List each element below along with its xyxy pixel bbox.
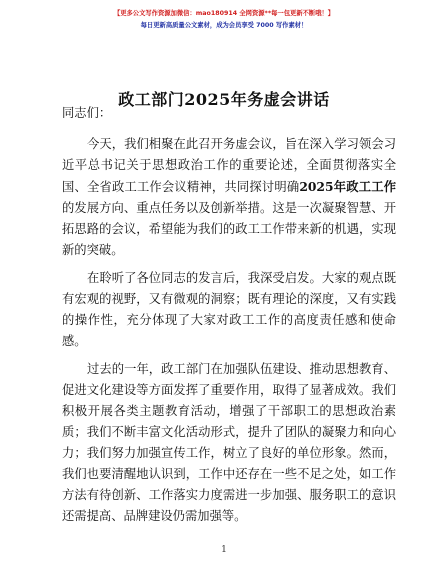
paragraph-1-text-b: 的发展方向、重点任务以及创新举措。这是一次凝聚智慧、开拓思路的会议，希望能为我们的政工工作带来新的机遇，实现新的突破。 (62, 201, 396, 257)
banner-line-2: 每日更新高质量公文素材，成为会员享受 7000 写作素材！ (140, 22, 308, 29)
page-number: 1 (221, 545, 227, 555)
paragraph-1 (62, 134, 396, 261)
paragraph-3: 过去的一年，政工部门在加强队伍建设、推动思想教育、促进文化建设等方面发挥了重要作用，取得了显著成效。我们积极开展各类主题教育活动，增强了干部职工的思想政治素质；我们不断丰富文化活动形式，提升了团队的凝聚力和向心力；我们努力加强宣传工作，树立了良好的单位形象。然而，我们也要清醒地认识到，工作中还存在一些不足之处，如工作方法有待创新、工作落实力度需进一步加强、服务职工的意识还需提高、品牌建设仍需加强等。 (62, 362, 396, 523)
greeting: 同志们： (62, 106, 112, 120)
paragraph-1-text-a: 今天，我们相聚在此召开务虚会议，旨在深入学习领会习近平总书记关于思想政治工作的重要论述，全面贯彻落实全国、全省政工工作会议精神，共同探讨明确 (62, 137, 396, 194)
header-banner (0, 8, 448, 32)
document-title: 政工部门2025年务虚会讲话 (118, 90, 330, 109)
banner-line-1: 【更多公文写作资源加微信：mao180914 全网资源**每一包更新不断哦！】 (113, 10, 335, 17)
paragraph-1-bold: 2025年政工工作 (299, 179, 396, 194)
document-body (62, 103, 396, 534)
paragraph-2: 在聆听了各位同志的发言后，我深受启发。大家的观点既有宏观的视野，又有微观的洞察；既有理论的深度，又有实践的操作性，充分体现了大家对政工工作的高度责任感和使命感。 (62, 271, 396, 348)
